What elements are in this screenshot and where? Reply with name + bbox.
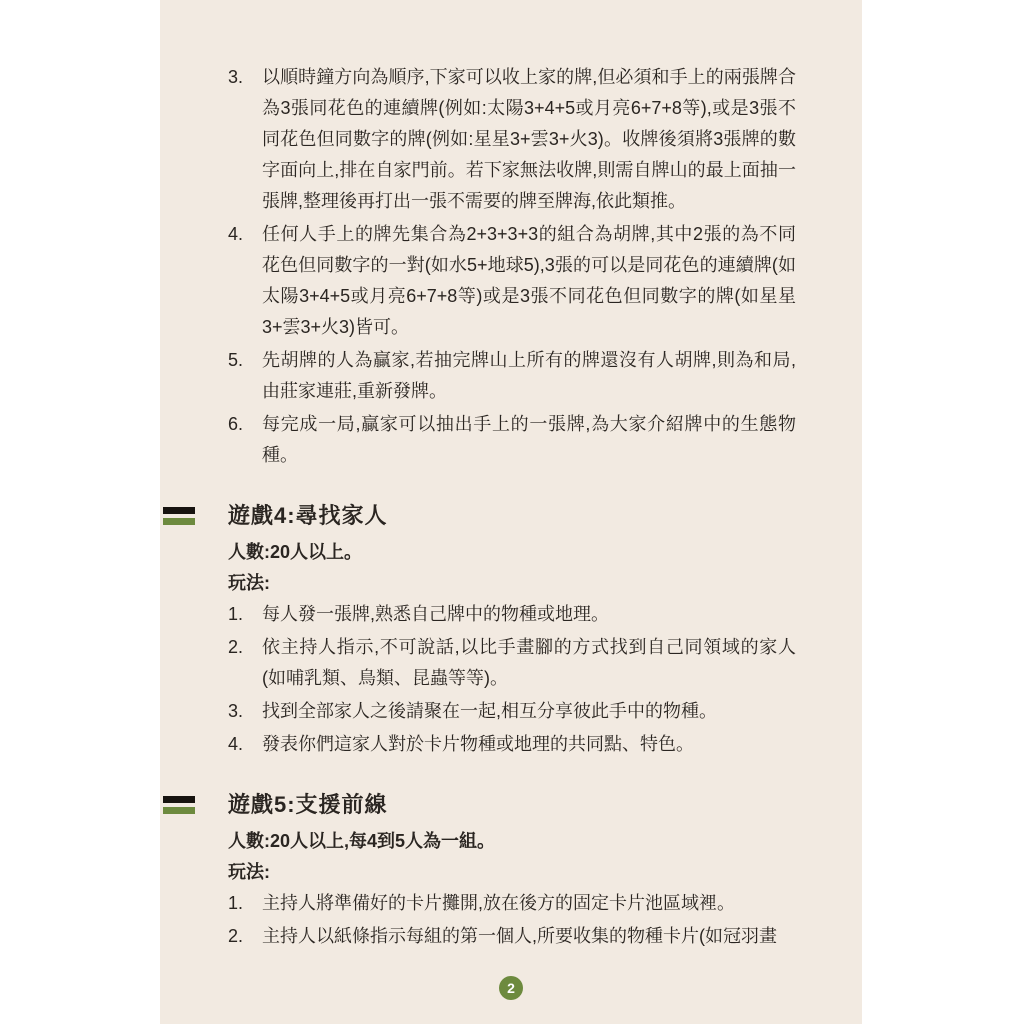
section-game4 [228, 501, 796, 760]
list-item [228, 345, 796, 407]
list-item [228, 921, 796, 952]
page-number-badge: 2 [499, 976, 523, 1000]
howto-label: 玩法: [228, 573, 270, 593]
list-item [228, 888, 796, 919]
list-item [228, 219, 796, 343]
section-marker-icon [163, 796, 195, 814]
game5-steps-list [228, 888, 796, 952]
item-number: 3. [228, 701, 244, 721]
howto-label: 玩法: [228, 862, 270, 882]
section-title [228, 501, 796, 531]
list-item [228, 729, 796, 760]
players-line: 人數:20人以上。 [228, 542, 363, 562]
marker-green-bar [163, 807, 195, 814]
list-item [228, 62, 796, 217]
list-item [228, 409, 796, 471]
document-page [160, 0, 862, 1024]
item-text: 發表你們這家人對於卡片物種或地理的共同點、特色。 [262, 734, 694, 754]
marker-green-bar [163, 518, 195, 525]
item-number: 2. [228, 637, 244, 657]
item-text: 每人發一張牌,熟悉自己牌中的物種或地理。 [262, 604, 609, 624]
item-text: 主持人將準備好的卡片攤開,放在後方的固定卡片池區域裡。 [262, 893, 735, 913]
list-item [228, 696, 796, 727]
marker-black-bar [163, 507, 195, 514]
section-marker-icon [163, 507, 195, 525]
section-game5 [228, 790, 796, 952]
item-number: 2. [228, 926, 244, 946]
item-text: 任何人手上的牌先集合為2+3+3+3的組合為胡牌,其中2張的為不同花色但同數字的一對(如水5+地球5),3張的可以是同花色的連續牌(如太陽3+4+5或月亮6+7+8等)或是3張不同花色但同數字的牌(如星星3+雲3+火3)皆可。 [262, 224, 796, 337]
game4-steps-list [228, 599, 796, 760]
item-number: 1. [228, 893, 244, 913]
marker-black-bar [163, 796, 195, 803]
item-number: 4. [228, 734, 244, 754]
list-item [228, 632, 796, 694]
item-text: 依主持人指示,不可說話,以比手畫腳的方式找到自己同領域的家人(如哺乳類、鳥類、昆蟲等等)。 [262, 637, 796, 688]
item-number: 5. [228, 350, 244, 370]
section-title [228, 790, 796, 820]
item-text: 找到全部家人之後請聚在一起,相互分享彼此手中的物種。 [262, 701, 717, 721]
page-content [160, 0, 862, 952]
players-line: 人數:20人以上,每4到5人為一組。 [228, 831, 496, 851]
list-item [228, 599, 796, 630]
item-number: 3. [228, 67, 244, 87]
item-text: 每完成一局,贏家可以抽出手上的一張牌,為大家介紹牌中的生態物種。 [262, 414, 796, 465]
intro-rules-list [228, 62, 796, 471]
item-text: 以順時鐘方向為順序,下家可以收上家的牌,但必須和手上的兩張牌合為3張同花色的連續牌(例如:太陽3+4+5或月亮6+7+8等),或是3張不同花色但同數字的牌(例如:星星3+雲3+火3)。收牌後須將3張牌的數字面向上,排在自家門前。若下家無法收牌,則需自牌山的最上面抽一張牌,整理後再打出一張不需要的牌至牌海,依此類推。 [262, 67, 796, 211]
section-title-text: 遊戲4:尋找家人 [228, 503, 388, 528]
item-text: 主持人以紙條指示每組的第一個人,所要收集的物種卡片(如冠羽畫 [262, 926, 777, 946]
item-number: 4. [228, 224, 244, 244]
item-text: 先胡牌的人為贏家,若抽完牌山上所有的牌還沒有人胡牌,則為和局,由莊家連莊,重新發牌。 [262, 350, 796, 401]
item-number: 6. [228, 414, 244, 434]
section-title-text: 遊戲5:支援前線 [228, 792, 388, 817]
item-number: 1. [228, 604, 244, 624]
